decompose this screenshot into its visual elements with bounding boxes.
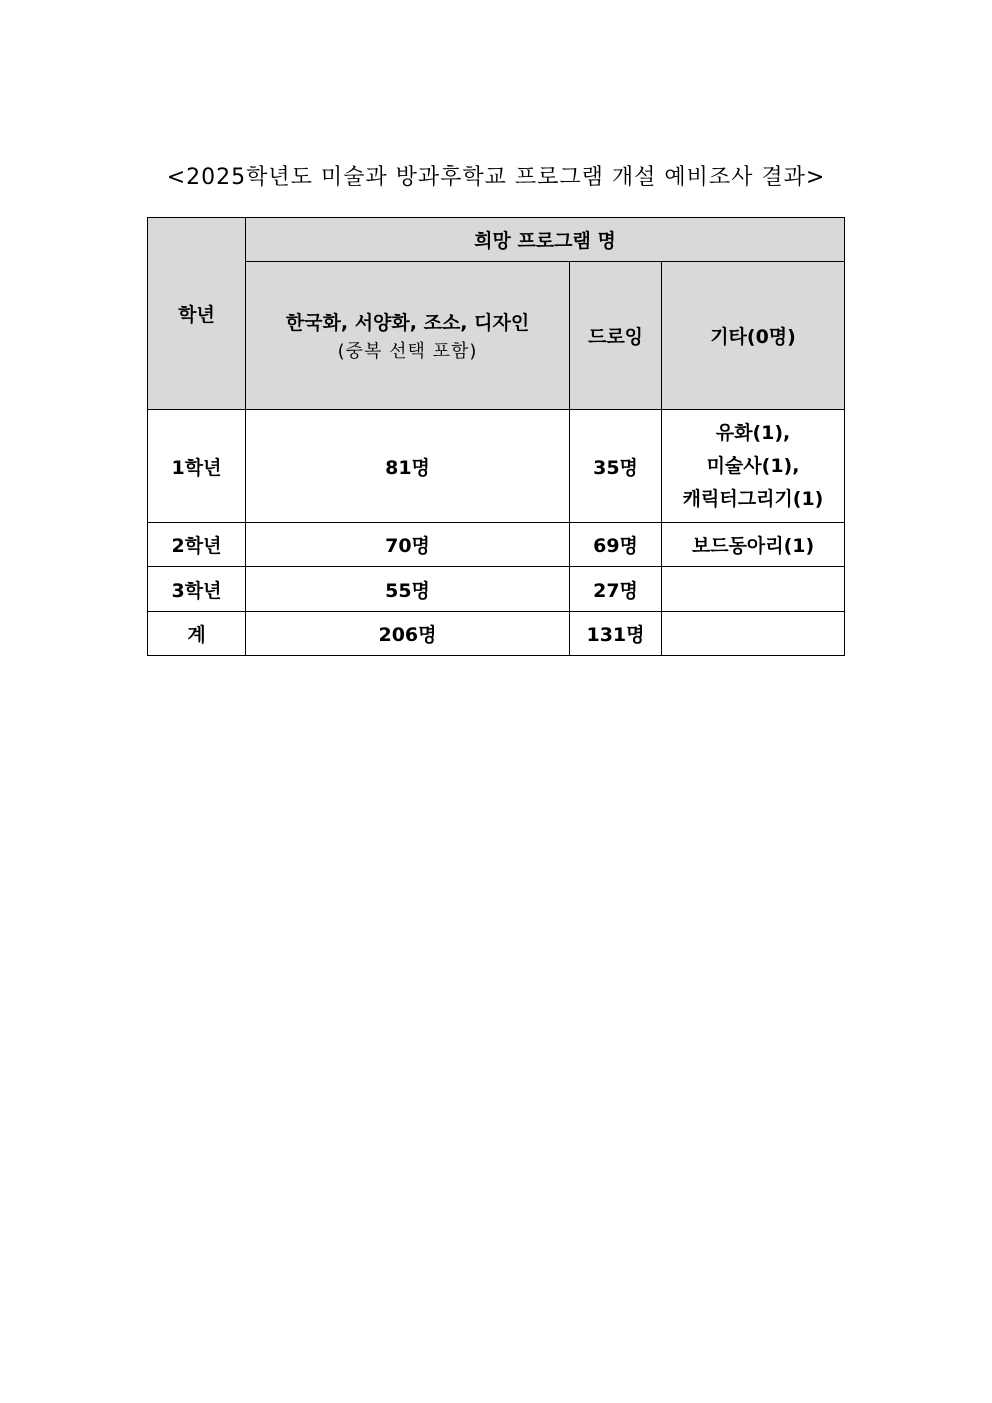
art-column-header — [246, 262, 570, 410]
survey-results-table — [147, 217, 845, 656]
drawing-count-cell: 27명 — [570, 567, 662, 612]
grade-cell: 1학년 — [148, 410, 246, 523]
drawing-count-cell: 69명 — [570, 523, 662, 567]
drawing-count-cell: 35명 — [570, 410, 662, 523]
program-group-header: 희망 프로그램 명 — [246, 218, 845, 262]
art-total-cell: 206명 — [246, 612, 570, 656]
art-count-cell: 70명 — [246, 523, 570, 567]
other-column-header: 기타(0명) — [662, 262, 845, 410]
art-column-label: 한국화, 서양화, 조소, 디자인 — [285, 312, 530, 334]
other-item: 미술사(1), — [706, 454, 800, 477]
other-cell — [662, 567, 845, 612]
art-column-note: (중복 선택 포함) — [337, 341, 478, 362]
other-total-cell — [662, 612, 845, 656]
grade-header: 학년 — [148, 218, 246, 410]
other-item: 캐릭터그리기(1) — [682, 487, 824, 510]
total-row — [148, 612, 845, 656]
other-cell — [662, 410, 845, 523]
other-item: 유화(1), — [715, 421, 791, 444]
header-row-top — [148, 218, 845, 262]
art-count-cell: 55명 — [246, 567, 570, 612]
total-label-cell: 계 — [148, 612, 246, 656]
drawing-column-header: 드로잉 — [570, 262, 662, 410]
grade-cell: 3학년 — [148, 567, 246, 612]
art-count-cell: 81명 — [246, 410, 570, 523]
document-title: <2025학년도 미술과 방과후학교 프로그램 개설 예비조사 결과> — [166, 165, 826, 190]
table-row — [148, 523, 845, 567]
header-row-sub — [148, 262, 845, 410]
grade-cell: 2학년 — [148, 523, 246, 567]
table-row — [148, 567, 845, 612]
other-item: 보드동아리(1) — [691, 535, 815, 557]
other-cell — [662, 523, 845, 567]
drawing-total-cell: 131명 — [570, 612, 662, 656]
table-row — [148, 410, 845, 523]
